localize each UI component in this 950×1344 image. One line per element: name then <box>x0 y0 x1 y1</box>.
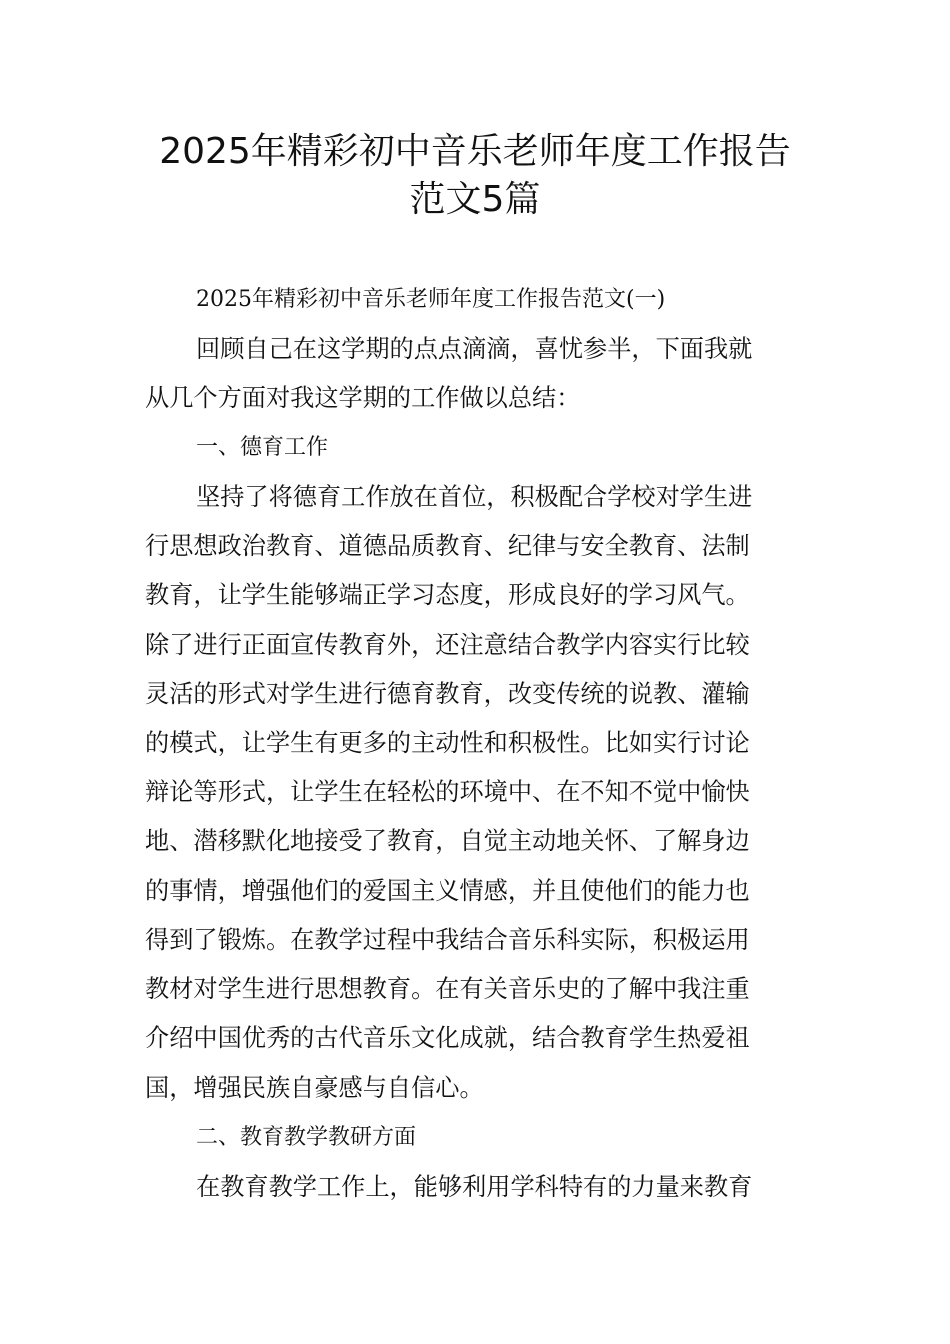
section-1-line-11: 教材对学生进行思想教育。在有关音乐史的了解中我注重 <box>145 975 750 1003</box>
essay-subtitle: 2025年精彩初中音乐老师年度工作报告范文(一) <box>196 287 666 312</box>
section-1-line-3: 教育，让学生能够端正学习态度，形成良好的学习风气。 <box>145 581 750 609</box>
intro-line-2: 从几个方面对我这学期的工作做以总结： <box>145 384 581 412</box>
document-title-line-1: 2025年精彩初中音乐老师年度工作报告 <box>159 131 791 172</box>
section-1-line-9: 的事情，增强他们的爱国主义情感，并且使他们的能力也 <box>145 877 750 905</box>
section-1-heading: 一、德育工作 <box>196 435 329 460</box>
intro-line-1: 回顾自己在这学期的点点滴滴，喜忧参半，下面我就 <box>196 335 753 363</box>
section-1-line-4: 除了进行正面宣传教育外，还注意结合教学内容实行比较 <box>145 631 750 659</box>
section-1-line-12: 介绍中国优秀的古代音乐文化成就，结合教育学生热爱祖 <box>145 1024 750 1052</box>
section-1-line-13: 国，增强民族自豪感与自信心。 <box>145 1074 484 1102</box>
section-1-line-1: 坚持了将德育工作放在首位，积极配合学校对学生进 <box>196 483 753 511</box>
section-2-heading: 二、教育教学教研方面 <box>196 1125 417 1150</box>
section-1-line-6: 的模式，让学生有更多的主动性和积极性。比如实行讨论 <box>145 729 750 757</box>
section-1-line-7: 辩论等形式，让学生在轻松的环境中、在不知不觉中愉快 <box>145 778 750 806</box>
section-1-line-2: 行思想政治教育、道德品质教育、纪律与安全教育、法制 <box>145 532 750 560</box>
document-title-line-2: 范文5篇 <box>409 179 541 220</box>
section-1-line-8: 地、潜移默化地接受了教育，自觉主动地关怀、了解身边 <box>145 827 750 855</box>
section-1-line-10: 得到了锻炼。在教学过程中我结合音乐科实际，积极运用 <box>145 926 750 954</box>
section-1-line-5: 灵活的形式对学生进行德育教育，改变传统的说教、灌输 <box>145 680 750 708</box>
section-2-line-1: 在教育教学工作上，能够利用学科特有的力量来教育 <box>196 1173 753 1201</box>
